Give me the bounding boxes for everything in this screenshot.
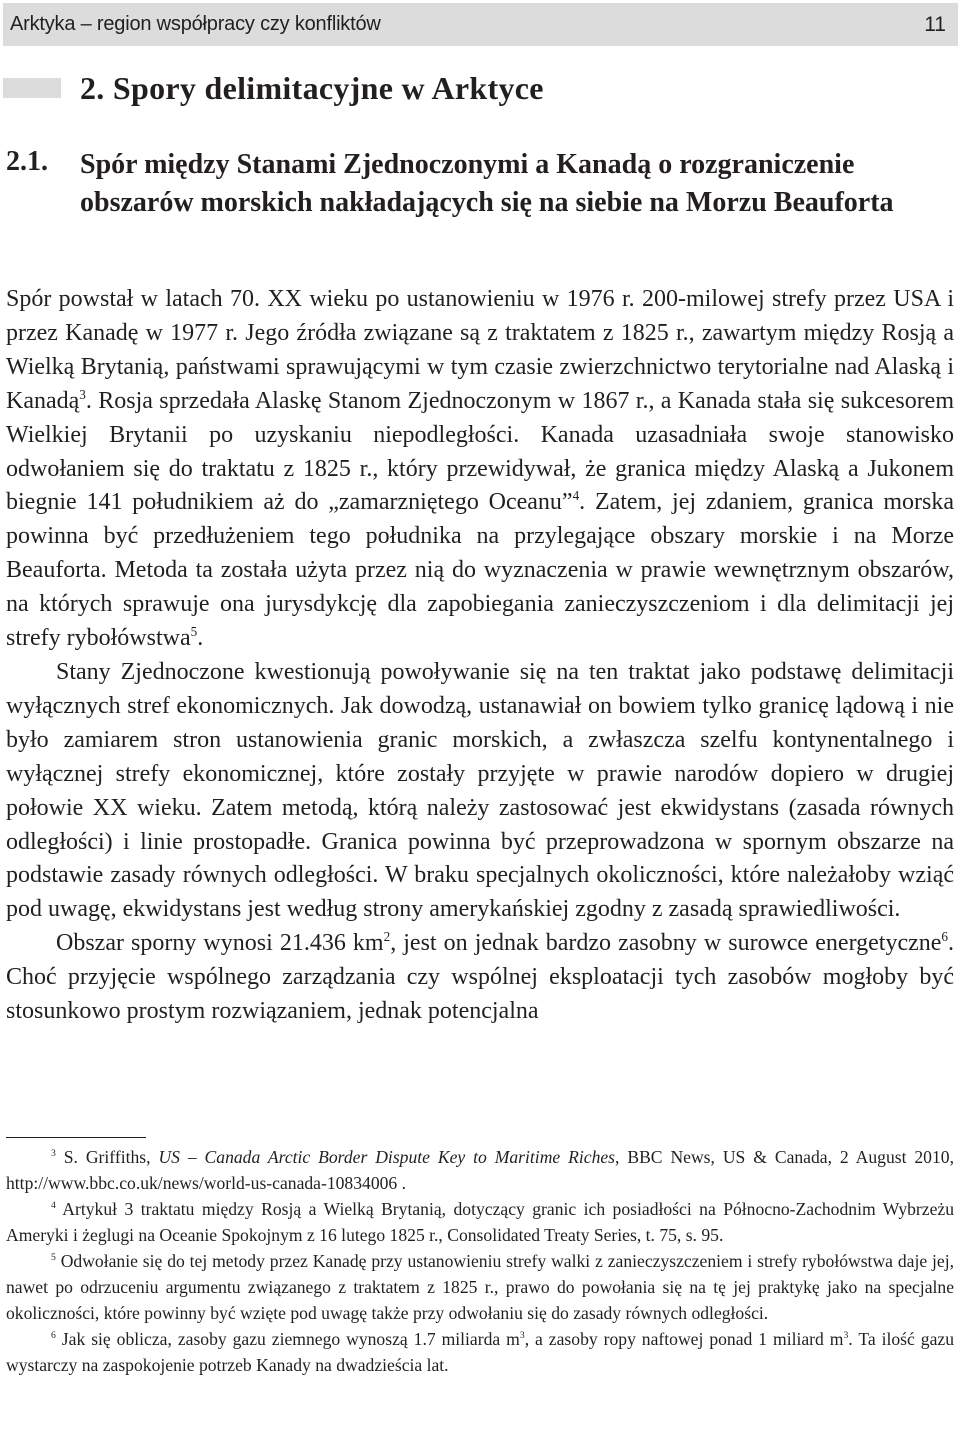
paragraph-3-part-c: . Choć przyjęcie wspólnego zarządzania czy wspólnej eksploatacji tych zasobów mogłoby być stosunkowo prostym rozwiązaniem, jednak potencjalna (6, 930, 955, 1025)
footnote-4 (6, 1196, 954, 1248)
footnote-ref-4[interactable]: 4 (572, 488, 580, 504)
chapter-heading: 2. Spory delimitacyjne w Arktyce (80, 70, 544, 106)
paragraph-3-part-b: , jest on jednak bardzo zasobny w surowce energetyczne (390, 930, 942, 957)
paragraph-1-part-b: . Rosja sprzedała Alaskę Stanom Zjednoczonym w 1867 r., a Kanada stała się sukcesorem Wielkiej Brytanii po uzyskaniu niepodległości. Kanada uzasadniała swoje stanowisko odwołaniem się do traktatu z 1825 r., który przewidywał, że granica między Alaską a Jukonem biegnie 141 południkiem aż do „zamarzniętego Oceanu” (6, 387, 954, 516)
superscript-2: 2 (383, 929, 391, 945)
footnote-6 (6, 1326, 954, 1378)
footnote-separator (6, 1137, 146, 1138)
footnote-5-text: Odwołanie się do tej metody przez Kanadę przy ustanowieniu strefy walki z zanieczyszczeniem i strefy rybołówstwa daje jej, nawet po odrzuceniu argumentu związanego z traktatem z 1825 r., prawo do powołania się na tę jej praktykę jako na specjalne okoliczności, które powinny być wzięte pod uwagę także przy odwołaniu się do zasady równych odległości. (6, 1251, 954, 1323)
paragraph-1-part-a: Spór powstał w latach 70. XX wieku po ustanowieniu w 1976 r. 200-milowej strefy przez USA i przez Kanadę w 1977 r. Jego źródła związane są z traktatem z 1825 r., zawartym między Rosją a Wielką Brytanią, państwami sprawującymi w tym czasie zwierzchnictwo terytorialne nad Alaską i Kanadą (6, 286, 954, 414)
superscript-3: 3 (519, 1330, 525, 1342)
paragraph-2: Stany Zjednoczone kwestionują powoływanie się na ten traktat jako podstawę delimitacji wyłącznych stref ekonomicznych. Jak dowodzą, ustanawiał on bowiem tylko granicę lądową i nie było zamiarem stron ustanowienia granic morskich, a zwłaszcza szelfu kontynentalnego i wyłącznej strefy ekonomicznej, które zostały przyjęte w prawie narodów dopiero w drugiej połowie XX wieku. Zatem metodą, którą należy zastosować jest ekwidystans (zasada równych odległości) i linie prostopadłe. Granica powinna być przeprowadzona w spornym obszarze na podstawie zasady równych odległości. W braku specjalnych okoliczności, które należałoby wziąć pod uwagę, ekwidystans jest według strony amerykańskiej zgodny z zasadą sprawiedliwości. (6, 658, 954, 923)
chapter-marker (3, 78, 61, 98)
footnote-6-part-c: . Ta ilość gazu wystarczy na zaspokojenie potrzeb Kanady na dwadzieścia lat. (6, 1329, 954, 1375)
footnote-number: 3 (51, 1148, 56, 1160)
body-text (6, 283, 954, 1029)
footnote-5 (6, 1248, 954, 1326)
paragraph-1-part-d: . (197, 625, 204, 652)
footnote-number: 6 (51, 1330, 56, 1342)
footnote-3-title: US – Canada Arctic Border Dispute Key to Maritime Riches (158, 1147, 616, 1167)
footnote-3-source: , BBC News, US & Canada, 2 August 2010, http://www.bbc.co.uk/news/world-us-canada-10834006 . (6, 1147, 954, 1193)
footnote-6-part-a: Jak się oblicza, zasoby gazu ziemnego wynoszą 1.7 miliarda m (55, 1329, 520, 1349)
footnote-ref-5[interactable]: 5 (190, 624, 198, 640)
footnote-number: 5 (51, 1252, 56, 1264)
running-title: Arktyka – region współpracy czy konfliktów (10, 13, 381, 35)
section-title: Spór między Stanami Zjednoczonymi a Kanadą o rozgraniczenie obszarów morskich nakładających się na siebie na Morzu Beauforta (80, 149, 894, 218)
paragraph-3 (6, 927, 954, 1029)
paragraph-3-part-a: Obszar sporny wynosi 21.436 km (56, 930, 384, 957)
footnote-6-part-b: , a zasoby ropy naftowej ponad 1 miliard m (524, 1329, 844, 1349)
footnotes (6, 1144, 954, 1378)
page-number: 11 (924, 12, 946, 36)
paragraph-1 (6, 283, 954, 656)
footnote-4-text: Artykuł 3 traktatu między Rosją a Wielką Brytanią, dotyczący granic ich posiadłości na Północno-Zachodnim Wybrzeżu Ameryki i żeglugi na Oceanie Spokojnym z 16 lutego 1825 r., Consolidated Treaty Series, t. 75, s. 95. (6, 1199, 954, 1245)
section-number: 2.1. (6, 146, 48, 177)
footnote-3-author: S. Griffiths, (55, 1147, 159, 1167)
footnote-number: 4 (51, 1200, 56, 1212)
superscript-3: 3 (843, 1330, 849, 1342)
footnote-ref-3[interactable]: 3 (79, 386, 86, 402)
footnote-ref-6[interactable]: 6 (941, 929, 949, 945)
footnote-3 (6, 1144, 954, 1196)
running-header (3, 3, 958, 46)
paragraph-1-part-c: . Zatem, jej zdaniem, granica morska powinna być przedłużeniem tego południka na przylegające obszary morskie i na Morze Beauforta. Metoda ta została użyta przez nią do wyznaczenia w prawie wewnętrznym obszarów, na których sprawuje ona jurysdykcję dla zapobiegania zanieczyszczeniom i dla delimitacji jej strefy rybołówstwa (6, 489, 954, 652)
